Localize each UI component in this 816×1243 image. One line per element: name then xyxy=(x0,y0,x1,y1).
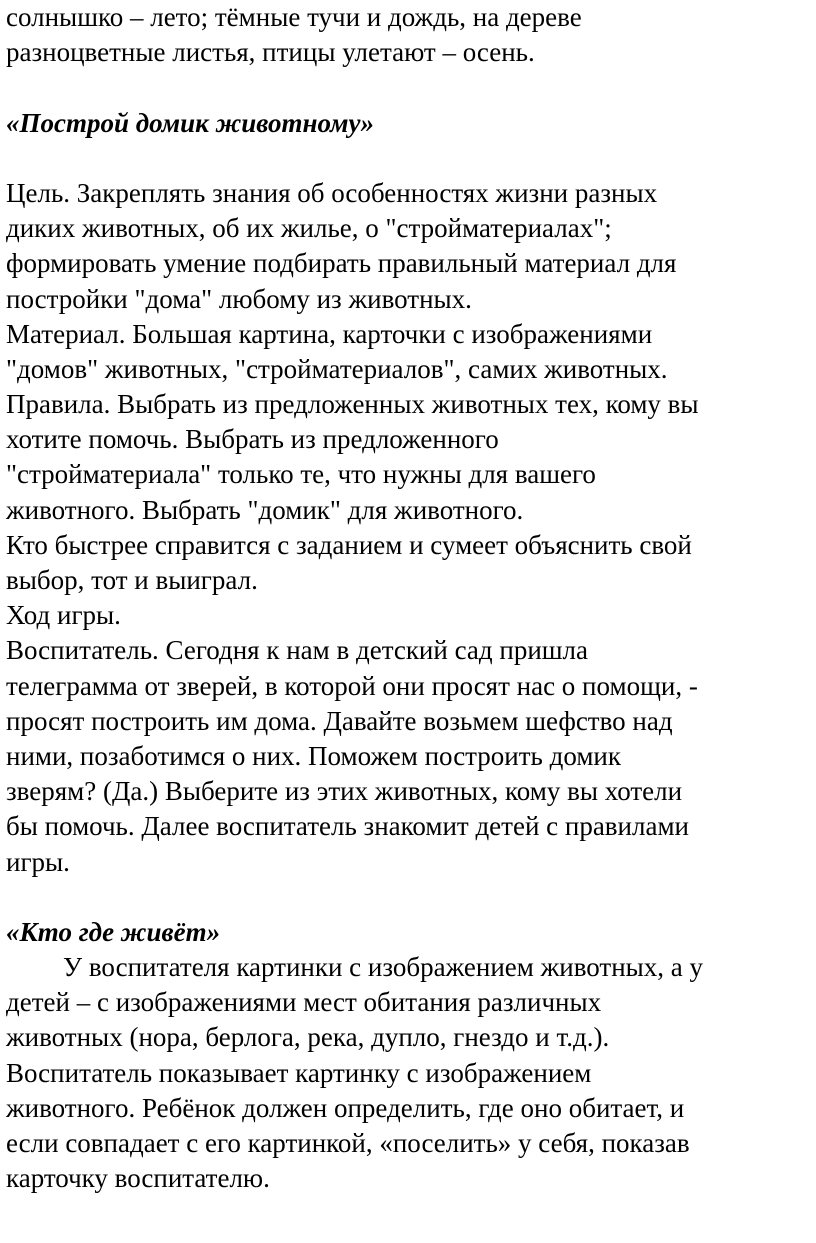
text-line: животного. Выбрать "домик" для животного. xyxy=(6,494,524,525)
text-line: просят построить им дома. Давайте возьмем шефство над xyxy=(6,705,673,736)
game2-section xyxy=(6,915,810,1197)
text-line: солнышко – лето; тёмные тучи и дождь, на дереве xyxy=(6,2,582,32)
blank-line xyxy=(6,880,810,915)
text-line: разноцветные листья, птицы улетают – осень. xyxy=(6,37,535,68)
text-line: телеграмма от зверей, в которой они просят нас о помощи, - xyxy=(6,670,698,701)
text-line: "домов" животных, "стройматериалов", самих животных. xyxy=(6,353,668,384)
text-line: У воспитателя картинки с изображением животных, а у xyxy=(63,952,704,983)
text-line: зверям? (Да.) Выберите из этих животных, кому вы хотели xyxy=(6,776,683,807)
game1-progress xyxy=(6,633,810,879)
text-line: Материал. Большая картина, карточки с изображениями xyxy=(6,318,653,349)
text-line: животного. Ребёнок должен определить, где оно обитает, и xyxy=(6,1092,685,1123)
blank-line xyxy=(6,141,810,176)
text-line: если совпадает с его картинкой, «поселить» у себя, показав xyxy=(6,1128,690,1158)
text-line: животных (нора, берлога, река, дупло, гнездо и т.д.). xyxy=(6,1022,610,1053)
game1-goal xyxy=(6,176,810,317)
text-line: игры. xyxy=(6,846,70,877)
text-line: Воспитатель. Сегодня к нам в детский сад пришла xyxy=(6,635,589,666)
text-line: Правила. Выбрать из предложенных животных тех, кому вы xyxy=(6,389,699,420)
text-line: детей – с изображениями мест обитания различных xyxy=(6,987,602,1018)
text-line: "стройматериала" только те, что нужны для вашего xyxy=(6,459,596,490)
text-line: хотите помочь. Выбрать из предложенного xyxy=(6,424,499,455)
game1-section xyxy=(6,106,810,880)
game1-progress-title: Ход игры. xyxy=(6,600,121,631)
game1-material xyxy=(6,317,810,387)
text-line: карточку воспитателю. xyxy=(6,1163,270,1194)
blank-line xyxy=(6,70,810,105)
text-line: постройки "дома" любому из животных. xyxy=(6,283,472,314)
text-line: формировать умение подбирать правильный материал для xyxy=(6,248,677,279)
text-line: выбор, тот и выиграл. xyxy=(6,565,258,595)
text-line: бы помочь. Далее воспитатель знакомит детей с правилами xyxy=(6,811,690,842)
text-line: Кто быстрее справится с заданием и сумеет объяснить свой xyxy=(6,529,692,560)
text-line: диких животных, об их жилье, о "стройматериалах"; xyxy=(6,213,612,244)
game1-title: «Построй домик животному» xyxy=(6,107,374,138)
game1-rules xyxy=(6,387,810,598)
game2-title: «Кто где живёт» xyxy=(6,916,221,947)
text-line: ними, позаботимся о них. Поможем построить домик xyxy=(6,740,621,771)
text-line: Цель. Закреплять знания об особенностях жизни разных xyxy=(6,177,658,208)
text-line: Воспитатель показывает картинку с изображением xyxy=(6,1057,592,1088)
intro-paragraph xyxy=(6,0,810,70)
